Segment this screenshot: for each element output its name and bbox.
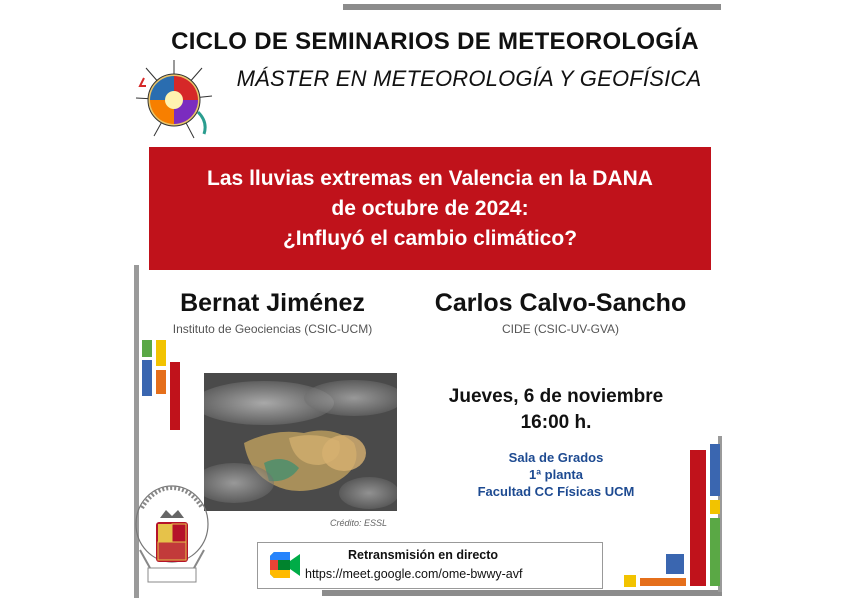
speaker-2-affiliation: CIDE (CSIC-UV-GVA) [501, 322, 620, 336]
meet-link[interactable]: https://meet.google.com/ome-bwwy-avf [305, 567, 523, 581]
talk-title-line-3: ¿Influyó el cambio climático? [282, 226, 578, 250]
right-color-blocks [620, 442, 720, 590]
live-stream-title: Retransmisión en directo [348, 548, 499, 562]
speaker-1-name: Bernat Jiménez [180, 289, 365, 317]
master-program-subtitle: MÁSTER EN METEOROLOGÍA Y GEOFÍSICA [236, 66, 702, 91]
event-time: 16:00 h. [520, 412, 592, 433]
google-meet-icon [268, 550, 302, 580]
seminar-series-title: CICLO DE SEMINARIOS DE METEOROLOGÍA [171, 28, 699, 55]
venue-floor: 1ª planta [529, 467, 583, 482]
speaker-1-affiliation: Instituto de Geociencias (CSIC-UCM) [172, 322, 373, 336]
talk-title-box [149, 147, 711, 270]
satellite-image [204, 373, 397, 511]
talk-title-line-1: Las lluvias extremas en Valencia en la DANA [207, 166, 653, 190]
talk-title-line-2: de octubre de 2024: [331, 196, 529, 220]
top-frame-bar [343, 4, 721, 10]
event-date-time [420, 384, 692, 436]
speaker-2-name: Carlos Calvo-Sancho [434, 289, 687, 317]
event-date: Jueves, 6 de noviembre [448, 386, 664, 407]
left-color-blocks [140, 340, 182, 432]
master-logo-icon [132, 56, 216, 144]
venue-room: Sala de Grados [508, 450, 604, 465]
venue-faculty: Facultad CC Físicas UCM [477, 484, 635, 499]
image-credit: Crédito: ESSL [330, 518, 388, 528]
live-stream-box [257, 542, 603, 589]
ucm-seal-icon [134, 484, 210, 588]
bottom-frame-bar [322, 590, 722, 596]
